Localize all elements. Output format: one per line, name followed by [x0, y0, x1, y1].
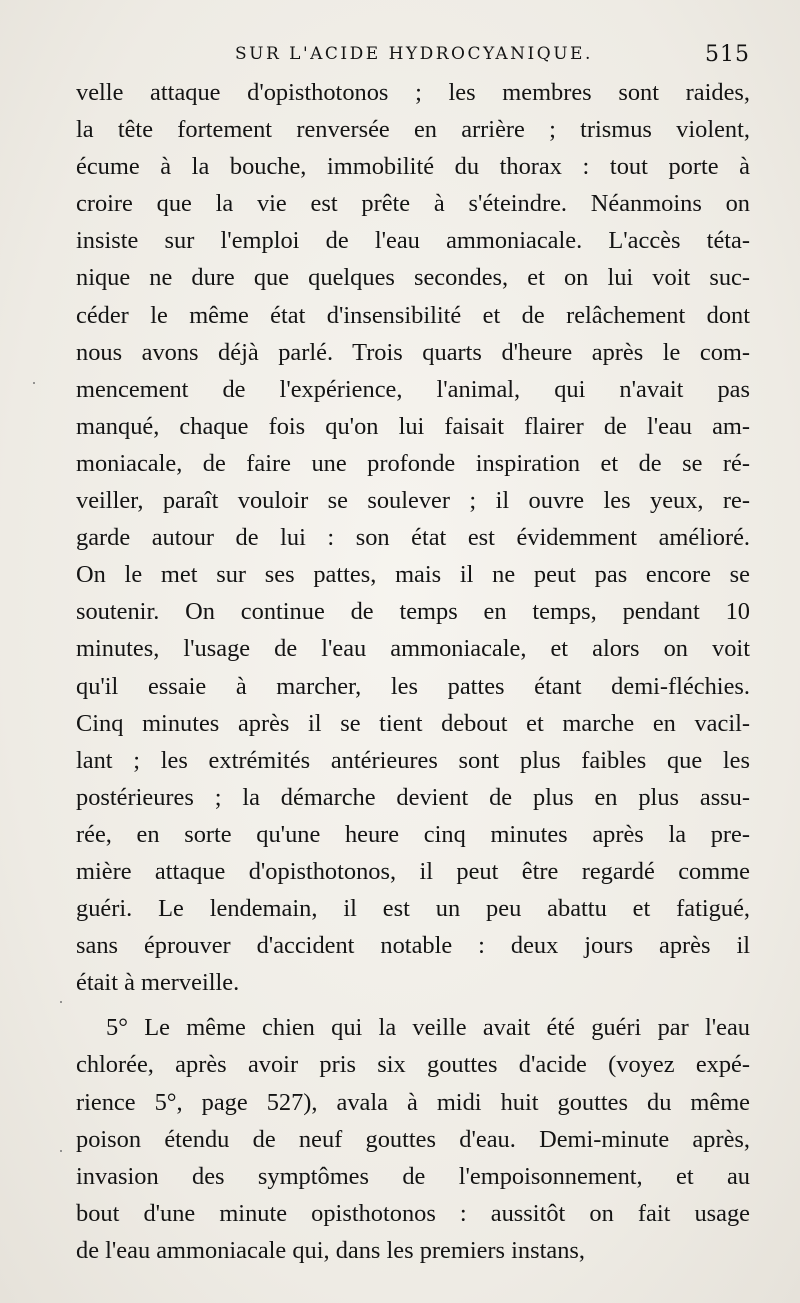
text-line: croire que la vie est prête à s'éteindre. Néanmoins on [76, 190, 750, 218]
text-line: minutes, l'usage de l'eau ammoniacale, et alors on voit [76, 635, 750, 663]
text-line: guéri. Le lendemain, il est un peu abattu et fatigué, [76, 895, 750, 923]
text-line: lant ; les extrémités antérieures sont plus faibles que les [76, 746, 750, 774]
text-line: mière attaque d'opisthotonos, il peut être regardé comme [76, 857, 750, 885]
running-head: SUR L'ACIDE HYDROCYANIQUE. [235, 44, 593, 64]
text-line: Cinq minutes après il se tient debout et marche en vacil- [76, 709, 750, 737]
text-line: velle attaque d'opisthotonos ; les membres sont raides, [76, 79, 750, 106]
page-header [235, 42, 750, 76]
text-line: nous avons déjà parlé. Trois quarts d'heure après le com- [76, 338, 750, 366]
text-line: insiste sur l'emploi de l'eau ammoniacale. L'accès téta- [76, 227, 750, 255]
text-line: chlorée, après avoir pris six gouttes d'acide (voyez expé- [76, 1051, 750, 1079]
text-line: moniacale, de faire une profonde inspiration et de se ré- [76, 449, 750, 477]
text-line: céder le même état d'insensibilité et de relâchement dont [76, 301, 750, 329]
body-text [76, 74, 750, 1269]
paper-speck [60, 1001, 62, 1003]
text-line: rience 5°, page 527), avala à midi huit gouttes du même [76, 1088, 750, 1116]
text-line: qu'il essaie à marcher, les pattes étant demi-fléchies. [76, 672, 750, 700]
text-line: de l'eau ammoniacale qui, dans les premiers instans, [76, 1236, 585, 1264]
text-line: sans éprouver d'accident notable : deux jours après il [76, 932, 750, 960]
text-line: invasion des symptômes de l'empoisonnement, et au [76, 1162, 750, 1190]
text-line: écume à la bouche, immobilité du thorax : tout porte à [76, 153, 750, 181]
text-line: mencement de l'expérience, l'animal, qui n'avait pas [76, 375, 750, 403]
text-line: postérieures ; la démarche devient de plus en plus assu- [76, 783, 750, 811]
text-line: 5° Le même chien qui la veille avait été guéri par l'eau [106, 1014, 750, 1042]
paper-speck [33, 382, 35, 384]
paragraph-1 [76, 74, 750, 1001]
text-line: garde autour de lui : son état est évidemment amélioré. [76, 524, 750, 552]
text-line: bout d'une minute opisthotonos : aussitôt on fait usage [76, 1199, 750, 1227]
text-line: la tête fortement renversée en arrière ; trismus violent, [76, 116, 750, 144]
text-line: nique ne dure que quelques secondes, et on lui voit suc- [76, 264, 750, 292]
text-line: rée, en sorte qu'une heure cinq minutes après la pre- [76, 820, 750, 848]
text-line: était à merveille. [76, 969, 240, 997]
text-line: manqué, chaque fois qu'on lui faisait flairer de l'eau am- [76, 412, 750, 440]
paper-speck [60, 1150, 62, 1152]
page-number: 515 [705, 42, 750, 67]
text-line: soutenir. On continue de temps en temps, pendant 10 [76, 598, 750, 626]
paragraph-2 [76, 1009, 750, 1269]
paragraph-gap [76, 1001, 750, 1009]
text-line: On le met sur ses pattes, mais il ne peut pas encore se [76, 561, 750, 589]
text-line: veiller, paraît vouloir se soulever ; il ouvre les yeux, re- [76, 487, 750, 515]
text-line: poison étendu de neuf gouttes d'eau. Demi-minute après, [76, 1125, 750, 1153]
